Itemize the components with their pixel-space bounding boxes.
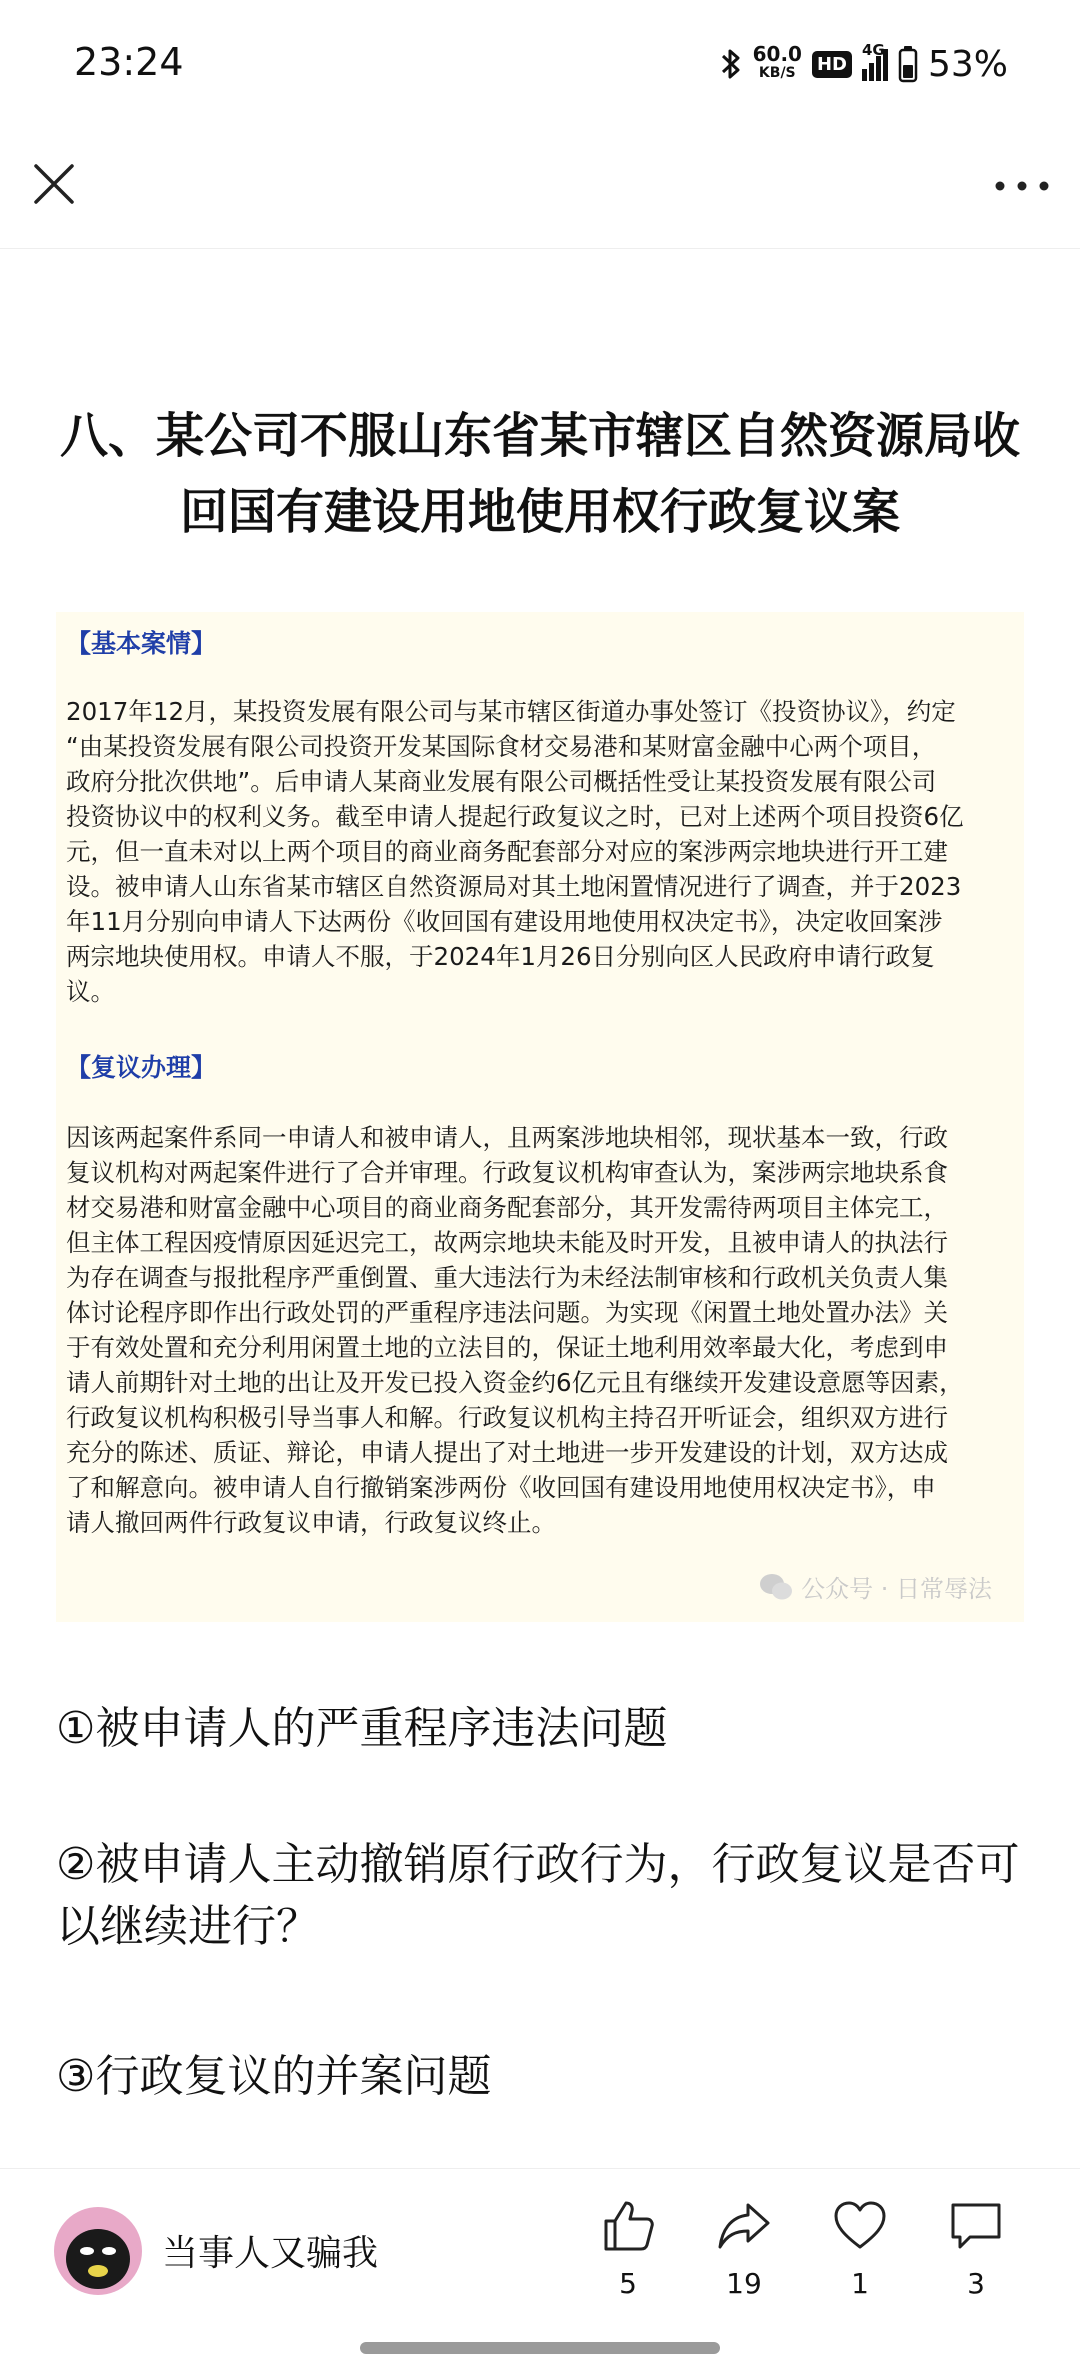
review-handling-line: 但主体工程因疫情原因延迟完工，故两宗地块未能及时开发，且被申请人的执法行 bbox=[66, 1228, 948, 1257]
favorite-button[interactable] bbox=[810, 2199, 910, 2300]
review-handling-line: 了和解意向。被申请人自行撤销案涉两份《收回国有建设用地使用权决定书》，申 bbox=[66, 1473, 936, 1502]
review-handling-line: 因该两起案件系同一申请人和被申请人，且两案涉地块相邻，现状基本一致，行政 bbox=[66, 1123, 948, 1152]
battery-level: 53% bbox=[927, 43, 1008, 85]
review-handling-line: 请人前期针对土地的出让及开发已投入资金约6亿元且有继续开发建设意愿等因素， bbox=[66, 1368, 964, 1397]
question-item-2: ②被申请人主动撤销原行政行为，行政复议是否可以继续进行？ bbox=[56, 1839, 1020, 1952]
hd-badge: HD bbox=[812, 51, 852, 78]
heart-icon bbox=[832, 2199, 888, 2253]
like-count: 5 bbox=[619, 2267, 637, 2300]
signal-label: 4G bbox=[861, 41, 885, 59]
comment-button[interactable] bbox=[926, 2199, 1026, 2300]
review-handling-line: 行政复议机构积极引导当事人和解。行政复议机构主持召开听证会，组织双方进行 bbox=[66, 1403, 948, 1432]
close-icon bbox=[28, 158, 80, 210]
battery-icon bbox=[898, 45, 918, 83]
section-basic-facts-heading: 【基本案情】 bbox=[66, 629, 217, 658]
review-handling-line: 请人撤回两件行政复议申请，行政复议终止。 bbox=[66, 1508, 556, 1537]
basic-facts-line: 设。被申请人山东省某市辖区自然资源局对其土地闲置情况进行了调查，并于2023 bbox=[66, 872, 962, 901]
share-count: 19 bbox=[726, 2267, 762, 2300]
section-review-handling-heading: 【复议办理】 bbox=[66, 1053, 217, 1082]
signal-icon bbox=[861, 41, 888, 81]
status-bar bbox=[0, 0, 1080, 130]
thumbs-up-icon bbox=[600, 2199, 656, 2253]
network-speed bbox=[752, 42, 802, 83]
status-time: 23:24 bbox=[74, 40, 184, 84]
article-title-line2: 回国有建设用地使用权行政复议案 bbox=[179, 484, 900, 540]
share-button[interactable] bbox=[694, 2199, 794, 2300]
review-handling-line: 材交易港和财富金融中心项目的商业商务配套部分，其开发需待两项目主体完工， bbox=[66, 1193, 948, 1222]
share-icon bbox=[716, 2199, 772, 2253]
favorite-count: 1 bbox=[851, 2267, 869, 2300]
comment-count: 3 bbox=[967, 2267, 985, 2300]
net-speed-value: 60.0 bbox=[752, 42, 802, 66]
close-button[interactable] bbox=[28, 158, 80, 210]
question-item-1: ①被申请人的严重程序违法问题 bbox=[56, 1703, 668, 1754]
review-handling-line: 为存在调查与报批程序严重倒置、重大违法行为未经法制审核和行政机关负责人集 bbox=[66, 1263, 948, 1292]
review-handling-line: 复议机构对两起案件进行了合并审理。行政复议机构审查认为，案涉两宗地块系食 bbox=[66, 1158, 948, 1187]
article-title bbox=[56, 398, 1024, 550]
basic-facts-paragraph bbox=[66, 694, 1016, 1009]
review-handling-line: 于有效处置和充分利用闲置土地的立法目的，保证土地利用效率最大化，考虑到申 bbox=[66, 1333, 948, 1362]
basic-facts-line: 年11月分别向申请人下达两份《收回国有建设用地使用权决定书》，决定收回案涉 bbox=[66, 907, 943, 936]
comment-icon bbox=[948, 2199, 1004, 2253]
net-speed-unit: KB/S bbox=[758, 65, 796, 81]
basic-facts-line: “由某投资发展有限公司投资开发某国际食材交易港和某财富金融中心两个项目， bbox=[66, 732, 937, 761]
question-item-3: ③行政复议的并案问题 bbox=[56, 2051, 492, 2102]
watermark-text: 公众号 · 日常辱法 bbox=[801, 1575, 992, 1603]
author-avatar[interactable] bbox=[54, 2207, 142, 2295]
article-title-line1: 八、某公司不服山东省某市辖区自然资源局收 bbox=[59, 408, 1020, 464]
status-indicators bbox=[719, 40, 1008, 88]
case-details-card bbox=[56, 612, 1024, 1622]
watermark bbox=[759, 1569, 992, 1604]
more-options-button[interactable] bbox=[992, 164, 1052, 208]
wechat-icon bbox=[759, 1573, 793, 1601]
basic-facts-line: 2017年12月，某投资发展有限公司与某市辖区街道办事处签订《投资协议》，约定 bbox=[66, 697, 956, 726]
basic-facts-line: 政府分批次供地”。后申请人某商业发展有限公司概括性受让某投资发展有限公司 bbox=[66, 767, 937, 796]
basic-facts-line: 元，但一直未对以上两个项目的商业商务配套部分对应的案涉两宗地块进行开工建 bbox=[66, 837, 948, 866]
basic-facts-line: 两宗地块使用权。申请人不服，于2024年1月26日分别向区人民政府申请行政复 bbox=[66, 942, 935, 971]
bluetooth-icon bbox=[719, 46, 743, 82]
home-indicator[interactable] bbox=[360, 2342, 720, 2354]
more-icon bbox=[992, 164, 1052, 208]
basic-facts-line: 投资协议中的权利义务。截至申请人提起行政复议之时，已对上述两个项目投资6亿 bbox=[66, 802, 964, 831]
like-button[interactable] bbox=[578, 2199, 678, 2300]
review-handling-line: 充分的陈述、质证、辩论，申请人提出了对土地进一步开发建设的计划，双方达成 bbox=[66, 1438, 948, 1467]
author-name[interactable]: 当事人又骗我 bbox=[162, 2233, 379, 2274]
top-nav-bar bbox=[0, 130, 1080, 249]
review-handling-line: 体讨论程序即作出行政处罚的严重程序违法问题。为实现《闲置土地处置办法》关 bbox=[66, 1298, 948, 1327]
avatar-icon bbox=[54, 2207, 142, 2295]
review-handling-paragraph bbox=[66, 1120, 1016, 1540]
basic-facts-line: 议。 bbox=[66, 977, 115, 1006]
